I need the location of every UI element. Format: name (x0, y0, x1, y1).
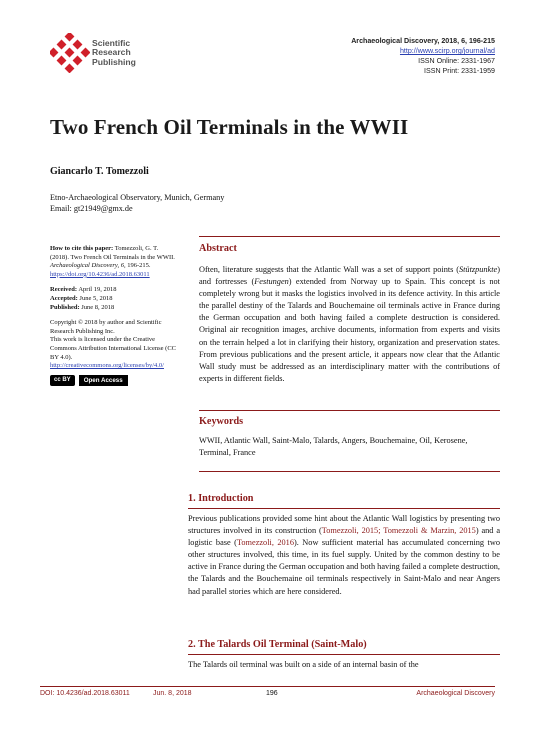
citation-tomezzoli-2015[interactable]: Tomezzoli, 2015; Tomezzoli & Marzin, 2015 (321, 526, 476, 536)
intro-rule (188, 508, 500, 509)
intro-text: Previous publications provided some hint about the Atlantic Wall logistics by presenting two structures involved in its construction (Tomezzoli, 2015; Tomezzoli & Marzin, 2015) and a logistic base (Tomezzoli, 2016). Now sufficient material has accumulated concerning two other structures involved, this time, in its fuel supply. United by the common destiny to be active in France during the German occupation and both having failed a complete destruction, the Talards and the Bouchemaine oil terminals respectively in Saint-Malo and near Angers had parallel stories which are here considered. (188, 514, 501, 596)
footer-date: Jun. 8, 2018 (153, 690, 192, 697)
abstract-heading: Abstract (199, 243, 237, 254)
article-title: Two French Oil Terminals in the WWII (50, 115, 409, 139)
received-date: Received: April 19, 2018 (50, 286, 117, 294)
license-notice: This work is licensed under the Creative Commons Attribution International License (CC BY 4.0). (50, 336, 177, 361)
license-link[interactable]: http://creativecommons.org/licenses/by/4.0/ (50, 362, 164, 370)
issn-print: ISSN Print: 2331-1959 (424, 67, 495, 75)
issn-online: ISSN Online: 2331-1967 (418, 57, 495, 65)
article-author: Giancarlo T. Tomezzoli (50, 166, 149, 177)
publisher-logo (50, 33, 200, 77)
abstract-top-rule (199, 236, 500, 237)
doi-link[interactable]: https://doi.org/10.4236/ad.2018.63011 (50, 270, 150, 278)
journal-url-link[interactable]: http://www.scirp.org/journal/ad (399, 47, 495, 55)
how-to-cite: How to cite this paper: Tomezzoli, G. T. (2018). Two French Oil Terminals in the WWII. Archaeological Discovery, 6, 196-215. https://doi.org/10.4236/ad.2018.63011 (50, 245, 175, 278)
article-info-sidebar (50, 245, 178, 386)
keywords-top-rule (199, 410, 500, 411)
footer-page-number: 196 (266, 690, 278, 697)
open-access-badge: Open Access (79, 375, 128, 386)
page-footer (40, 686, 495, 701)
publisher-name: Scientific Research Publishing (92, 38, 136, 67)
footer-doi: DOI: 10.4236/ad.2018.63011 (40, 690, 130, 697)
section2-heading: 2. The Talards Oil Terminal (Saint-Malo) (188, 639, 367, 650)
author-email: Email: gt21949@gmx.de (50, 204, 133, 213)
accepted-date: Accepted: June 5, 2018 (50, 294, 113, 302)
keywords-bottom-rule (199, 471, 500, 472)
journal-header (351, 36, 495, 76)
published-date: Published: June 8, 2018 (50, 303, 115, 311)
license-badges (50, 375, 178, 386)
publisher-logo-icon (50, 33, 90, 73)
citation-tomezzoli-2016[interactable]: Tomezzoli, 2016 (236, 538, 294, 548)
footer-journal: Archaeological Discovery (416, 690, 495, 697)
abstract-text: Often, literature suggests that the Atlantic Wall was a set of support points (Stützpunkte) and fortresses (Festungen) extended from Norway up to Spain. This concept is not completely wrong but it masks the logistics involved in its defence activity. In this article the parallel destiny of the Talards and Bouchemaine oil terminals active in France during the German occupation and both having failed a complete destruction is considered. Original air recognition images, archive documents, information from experts and visits on the terrain helped a lot in clarifying their history, organization and preservation states. From previous publications and the present article, it appears now clear that the Atlantic Wall study must be addressed as an interdisciplinary matter with the contributions of experts in different fields. (199, 265, 500, 383)
copyright-notice: Copyright © 2018 by author and Scientific Research Publishing Inc. (50, 319, 162, 335)
author-affiliation (50, 192, 224, 214)
keywords-heading: Keywords (199, 416, 244, 427)
keywords-text: WWII, Atlantic Wall, Saint-Malo, Talards, Angers, Bouchemaine, Oil, Kerosene, Terminal, France (199, 436, 468, 458)
section2-rule (188, 654, 500, 655)
intro-heading: 1. Introduction (188, 493, 254, 504)
section2-text: The Talards oil terminal was built on a side of an internal basin of the (188, 660, 419, 669)
cc-by-icon: cc BY (50, 375, 75, 386)
journal-citation: Archaeological Discovery, 2018, 6, 196-215 (351, 37, 495, 45)
affiliation: Etno-Archaeological Observatory, Munich, Germany (50, 193, 225, 202)
